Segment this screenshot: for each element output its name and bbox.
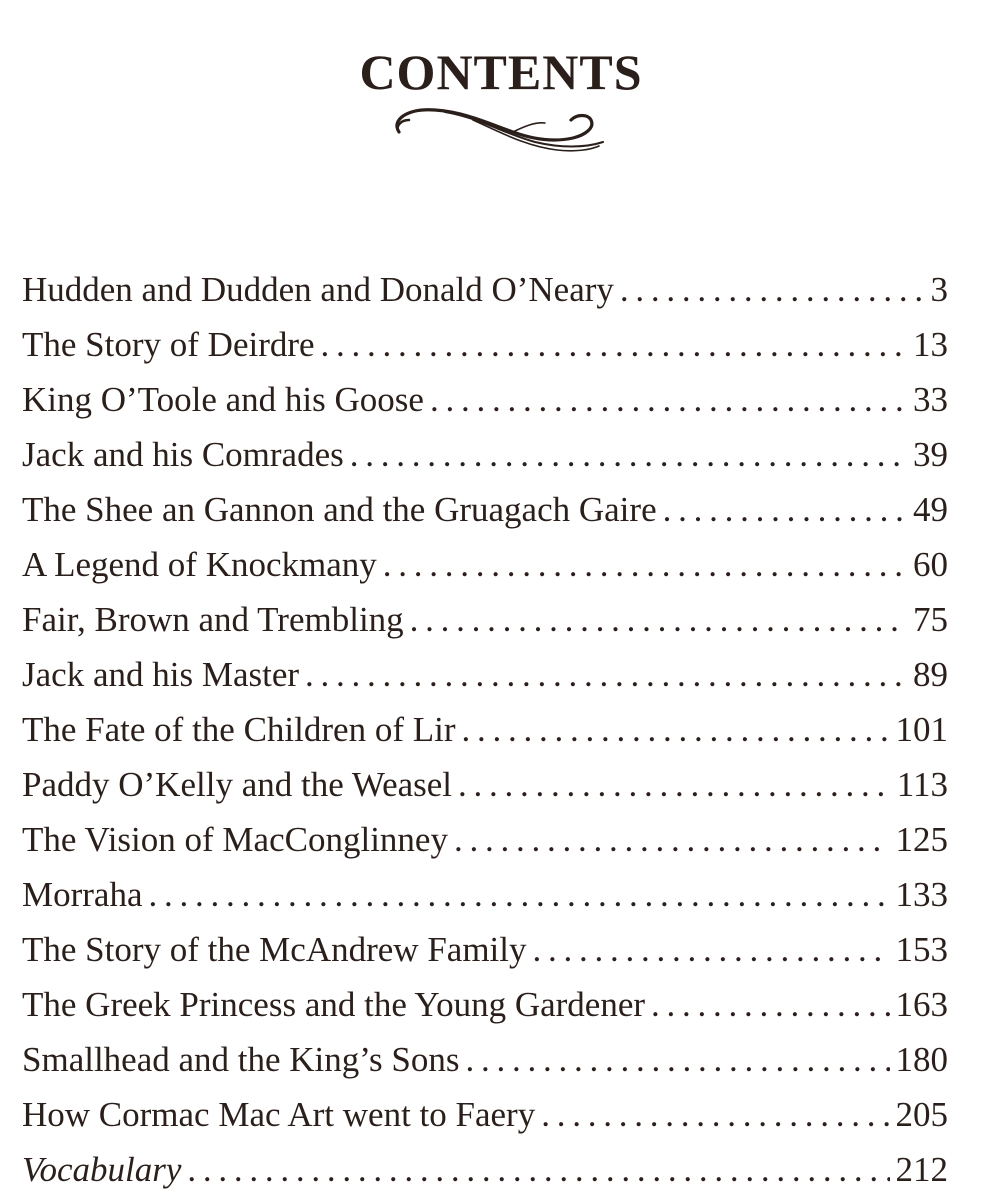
toc-entry-page: 113 [896, 765, 948, 804]
toc-entry[interactable] [22, 977, 948, 1032]
toc-entry-title: The Greek Princess and the Young Gardener [22, 985, 646, 1024]
toc-dot-leader [663, 482, 907, 537]
toc-entry-page: 49 [913, 490, 948, 529]
toc-entry[interactable] [22, 1087, 948, 1142]
toc-entry[interactable] [22, 317, 948, 372]
toc-dot-leader [465, 1032, 889, 1087]
toc-dot-leader [458, 757, 891, 812]
toc-dot-leader [430, 372, 907, 427]
toc-entry[interactable] [22, 1032, 948, 1087]
toc-entry[interactable] [22, 812, 948, 867]
toc-entry-page: 125 [895, 820, 948, 859]
toc-entry-title: Paddy O’Kelly and the Weasel [22, 765, 453, 804]
toc-entry-page: 101 [895, 710, 948, 749]
toc-entry[interactable] [22, 262, 948, 317]
toc-entry-page: 39 [913, 435, 948, 474]
toc-dot-leader [410, 592, 907, 647]
toc-entry-title: The Story of Deirdre [22, 325, 315, 364]
toc-entry-title: Morraha [22, 875, 143, 914]
toc-dot-leader [383, 537, 907, 592]
toc-entry-title: Jack and his Comrades [22, 435, 344, 474]
toc-entry[interactable] [22, 702, 948, 757]
toc-dot-leader [187, 1142, 889, 1197]
toc-dot-leader [321, 317, 907, 372]
toc-entry[interactable] [22, 372, 948, 427]
toc-entry[interactable] [22, 482, 948, 537]
toc-dot-leader [541, 1087, 889, 1142]
toc-entry-page: 163 [895, 985, 948, 1024]
toc-entry-page: 133 [895, 875, 948, 914]
toc-entry-page: 180 [895, 1040, 948, 1079]
toc-entry-page: 89 [913, 655, 948, 694]
table-of-contents [22, 262, 948, 1197]
toc-entry-page: 33 [913, 380, 948, 419]
toc-entry[interactable] [22, 427, 948, 482]
toc-entry[interactable] [22, 757, 948, 812]
toc-entry-title: A Legend of Knockmany [22, 545, 377, 584]
toc-entry[interactable] [22, 537, 948, 592]
toc-entry-title: King O’Toole and his Goose [22, 380, 424, 419]
toc-dot-leader [651, 977, 889, 1032]
toc-dot-leader [533, 922, 890, 977]
toc-dot-leader [149, 867, 890, 922]
toc-entry[interactable] [22, 922, 948, 977]
toc-entry[interactable] [22, 867, 948, 922]
toc-entry-page: 13 [913, 325, 948, 364]
toc-dot-leader [461, 702, 889, 757]
toc-entry-page: 153 [895, 930, 948, 969]
toc-entry-title: How Cormac Mac Art went to Faery [22, 1095, 536, 1134]
toc-dot-leader [305, 647, 907, 702]
toc-dot-leader [454, 812, 890, 867]
toc-entry-page: 205 [895, 1095, 948, 1134]
toc-entry-title: Smallhead and the King’s Sons [22, 1040, 460, 1079]
toc-entry-page: 212 [895, 1150, 948, 1189]
toc-entry-title: The Story of the McAndrew Family [22, 930, 527, 969]
toc-entry-page: 3 [930, 270, 948, 309]
toc-entry-page: 75 [913, 600, 948, 639]
toc-entry-title: The Shee an Gannon and the Gruagach Gaire [22, 490, 657, 529]
toc-dot-leader [350, 427, 907, 482]
toc-dot-leader [620, 262, 925, 317]
toc-entry-title: Vocabulary [22, 1150, 182, 1189]
toc-entry-title: The Vision of MacConglinney [22, 820, 448, 859]
toc-entry-title: Jack and his Master [22, 655, 300, 694]
page-title: CONTENTS [359, 43, 643, 100]
ornamental-flourish-icon [385, 98, 610, 160]
toc-entry-title: Hudden and Dudden and Donald O’Neary [22, 270, 614, 309]
toc-entry-title: Fair, Brown and Trembling [22, 600, 404, 639]
toc-entry[interactable] [22, 1142, 948, 1197]
toc-entry[interactable] [22, 592, 948, 647]
toc-entry-title: The Fate of the Children of Lir [22, 710, 456, 749]
toc-entry-page: 60 [913, 545, 948, 584]
toc-entry[interactable] [22, 647, 948, 702]
